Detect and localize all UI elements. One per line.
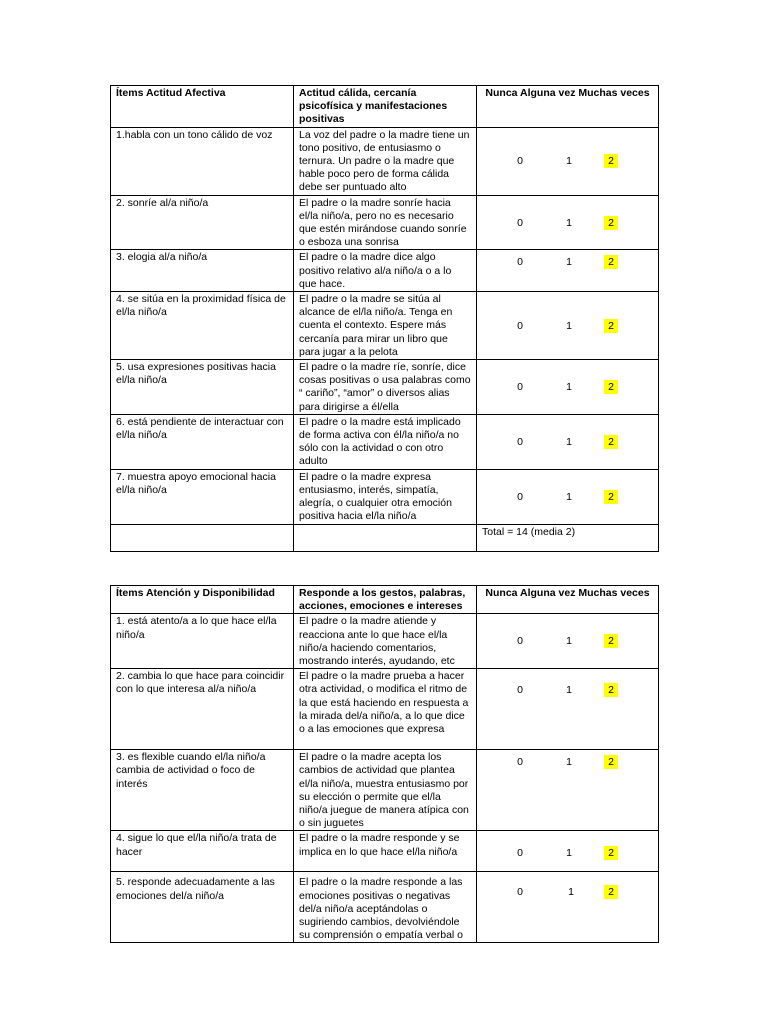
item-description: El padre o la madre atiende y reacciona ante lo que hace el/la niño/a haciendo comentarios, mostrando interés, ayudando, etc bbox=[294, 614, 477, 669]
item-description: El padre o la madre ríe, sonríe, dice cosas positivas o usa palabras como “ cariño”, “amor” o diversos alias para dirigirse a él/ella bbox=[294, 360, 477, 415]
table-row bbox=[111, 250, 659, 292]
score-alguna-vez: 1 bbox=[566, 847, 572, 860]
score-alguna-vez: 1 bbox=[566, 380, 572, 393]
score-nunca: 0 bbox=[517, 684, 523, 697]
item-description: La voz del padre o la madre tiene un tono positivo, de entusiasmo o ternura. Un padre o la madre que hable poco pero de forma cálida debe ser puntuado alto bbox=[294, 127, 477, 195]
score-alguna-vez: 1 bbox=[566, 435, 572, 448]
item-text: 3. es flexible cuando el/la niño/a cambia de actividad o foco de interés bbox=[111, 750, 294, 831]
score-nunca: 0 bbox=[517, 256, 523, 269]
item-text: 2. sonríe al/a niño/a bbox=[111, 195, 294, 250]
total-text: Total = 14 (media 2) bbox=[477, 524, 659, 551]
score-nunca: 0 bbox=[517, 490, 523, 503]
score-alguna-vez: 1 bbox=[566, 319, 572, 332]
score-cell bbox=[477, 831, 659, 872]
item-description: El padre o la madre dice algo positivo relativo al/a niño/a o a lo que hace. bbox=[294, 250, 477, 292]
score-cell bbox=[477, 414, 659, 469]
item-description: El padre o la madre prueba a hacer otra actividad, o modifica el ritmo de la que está haciendo en respuesta a la mirada del/a niño/a, a lo que dice o a las emociones que expresa bbox=[294, 669, 477, 750]
score-muchas-veces: 2 bbox=[604, 435, 618, 449]
item-description: El padre o la madre responde y se implica en lo que hace el/la niño/a bbox=[294, 831, 477, 872]
score-nunca: 0 bbox=[517, 756, 523, 769]
item-description: El padre o la madre expresa entusiasmo, interés, simpatía, alegría, o cualquier otra emoción positiva hacia el/la niño/a bbox=[294, 469, 477, 524]
score-muchas-veces: 2 bbox=[604, 380, 618, 394]
score-muchas-veces: 2 bbox=[604, 755, 618, 769]
table-row bbox=[111, 469, 659, 524]
score-cell bbox=[477, 872, 659, 943]
affective-attitude-table bbox=[110, 85, 659, 552]
score-nunca: 0 bbox=[517, 435, 523, 448]
score-alguna-vez: 1 bbox=[566, 155, 572, 168]
total-row bbox=[111, 524, 659, 551]
score-nunca: 0 bbox=[517, 155, 523, 168]
score-nunca: 0 bbox=[517, 216, 523, 229]
header-scale: Nunca Alguna vez Muchas veces bbox=[477, 586, 659, 614]
score-nunca: 0 bbox=[517, 319, 523, 332]
score-nunca: 0 bbox=[517, 380, 523, 393]
header-items: Ítems Atención y Disponibilidad bbox=[111, 586, 294, 614]
header-items: Ítems Actitud Afectiva bbox=[111, 86, 294, 128]
score-cell bbox=[477, 292, 659, 360]
table-row bbox=[111, 127, 659, 195]
score-muchas-veces: 2 bbox=[604, 154, 618, 168]
item-text: 4. sigue lo que el/la niño/a trata de hacer bbox=[111, 831, 294, 872]
score-muchas-veces: 2 bbox=[604, 255, 618, 269]
score-cell bbox=[477, 250, 659, 292]
header-scale: Nunca Alguna vez Muchas veces bbox=[477, 86, 659, 128]
item-text: 5. responde adecuadamente a las emociones del/a niño/a bbox=[111, 872, 294, 943]
item-description: El padre o la madre se sitúa al alcance de el/la niño/a. Tenga en cuenta el contexto. Espere más cercanía para mirar un libro que para jugar a la pelota bbox=[294, 292, 477, 360]
table-header-row bbox=[111, 586, 659, 614]
item-description: El padre o la madre acepta los cambios de actividad que plantea el/la niño/a, muestra entusiasmo por su elección o permite que el/la niño/a juegue de manera atípica con o sin juguetes bbox=[294, 750, 477, 831]
item-text: 3. elogia al/a niño/a bbox=[111, 250, 294, 292]
score-muchas-veces: 2 bbox=[604, 216, 618, 230]
empty-cell bbox=[294, 524, 477, 551]
score-cell bbox=[477, 750, 659, 831]
table-header-row bbox=[111, 86, 659, 128]
score-alguna-vez: 1 bbox=[568, 886, 574, 899]
score-nunca: 0 bbox=[517, 635, 523, 648]
table-row bbox=[111, 750, 659, 831]
attention-availability-table bbox=[110, 585, 659, 943]
table-row bbox=[111, 360, 659, 415]
item-description: El padre o la madre responde a las emociones positivas o negativas del/a niño/a aceptándolas o sugiriendo cambios, devolviéndole su comprensión o empatía verbal o bbox=[294, 872, 477, 943]
score-nunca: 0 bbox=[517, 847, 523, 860]
header-description: Actitud cálida, cercanía psicofísica y manifestaciones positivas bbox=[294, 86, 477, 128]
score-alguna-vez: 1 bbox=[566, 490, 572, 503]
table-row bbox=[111, 872, 659, 943]
score-muchas-veces: 2 bbox=[604, 683, 618, 697]
score-nunca: 0 bbox=[517, 886, 523, 899]
item-text: 2. cambia lo que hace para coincidir con lo que interesa al/a niño/a bbox=[111, 669, 294, 750]
score-alguna-vez: 1 bbox=[566, 216, 572, 229]
item-text: 1.habla con un tono cálido de voz bbox=[111, 127, 294, 195]
table-row bbox=[111, 414, 659, 469]
item-text: 4. se sitúa en la proximidad física de el/la niño/a bbox=[111, 292, 294, 360]
score-muchas-veces: 2 bbox=[604, 885, 618, 899]
table-row bbox=[111, 669, 659, 750]
table-row bbox=[111, 614, 659, 669]
score-cell bbox=[477, 360, 659, 415]
score-muchas-veces: 2 bbox=[604, 319, 618, 333]
score-cell bbox=[477, 669, 659, 750]
table-row bbox=[111, 292, 659, 360]
score-muchas-veces: 2 bbox=[604, 634, 618, 648]
score-muchas-veces: 2 bbox=[604, 846, 618, 860]
item-description: El padre o la madre está implicado de forma activa con él/la niño/a no sólo con la actividad o con otro adulto bbox=[294, 414, 477, 469]
table-row bbox=[111, 831, 659, 872]
score-alguna-vez: 1 bbox=[566, 684, 572, 697]
item-text: 1. está atento/a a lo que hace el/la niño/a bbox=[111, 614, 294, 669]
header-description: Responde a los gestos, palabras, acciones, emociones e intereses bbox=[294, 586, 477, 614]
item-description: El padre o la madre sonríe hacia el/la niño/a, pero no es necesario que estén mirándose cuando sonríe o esboza una sonrisa bbox=[294, 195, 477, 250]
score-cell bbox=[477, 127, 659, 195]
empty-cell bbox=[111, 524, 294, 551]
table-row bbox=[111, 195, 659, 250]
score-muchas-veces: 2 bbox=[604, 490, 618, 504]
score-cell bbox=[477, 614, 659, 669]
score-cell bbox=[477, 195, 659, 250]
score-alguna-vez: 1 bbox=[566, 635, 572, 648]
score-alguna-vez: 1 bbox=[566, 756, 572, 769]
item-text: 5. usa expresiones positivas hacia el/la niño/a bbox=[111, 360, 294, 415]
score-cell bbox=[477, 469, 659, 524]
item-text: 7. muestra apoyo emocional hacia el/la niño/a bbox=[111, 469, 294, 524]
item-text: 6. está pendiente de interactuar con el/la niño/a bbox=[111, 414, 294, 469]
score-alguna-vez: 1 bbox=[566, 256, 572, 269]
